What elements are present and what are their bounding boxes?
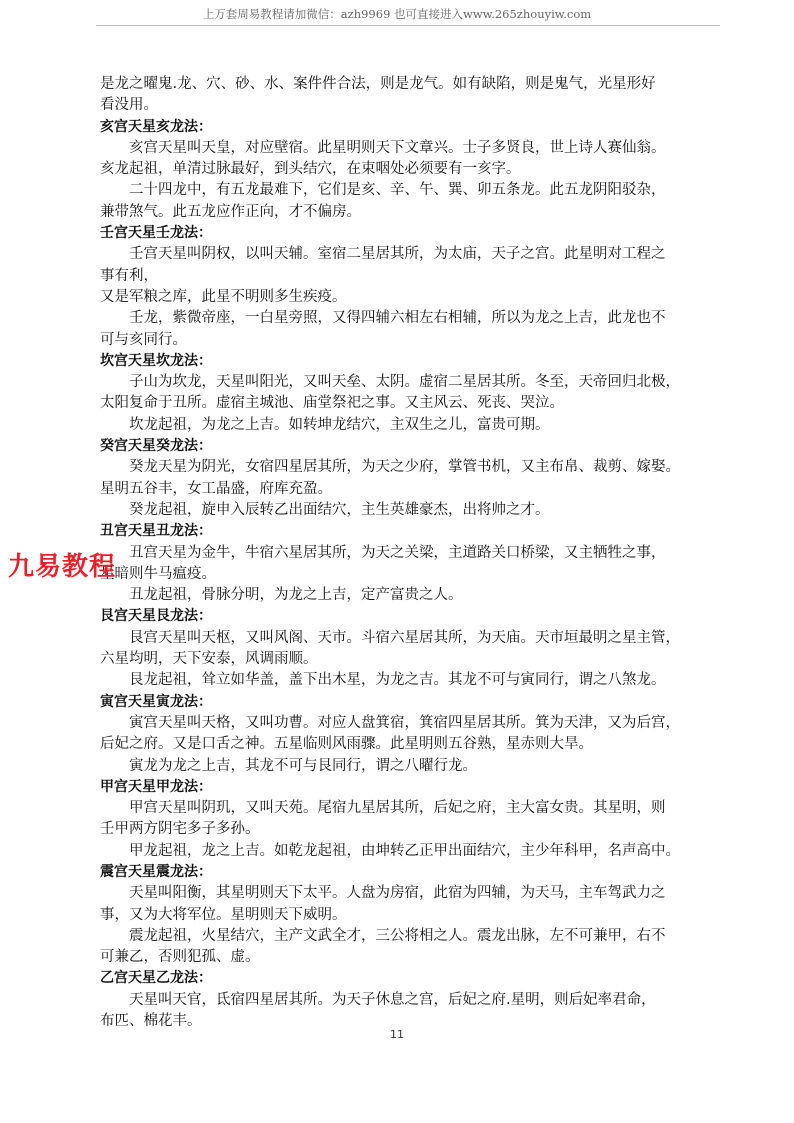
paragraph <box>100 500 720 521</box>
text-line: 兼带煞气。此五龙应作正向，才不偏房。 <box>100 203 361 220</box>
text-line: 可兼乙，否则犯孤、虚。 <box>100 949 260 966</box>
paragraph <box>100 798 720 841</box>
paragraph <box>100 670 720 691</box>
paragraph <box>100 415 720 436</box>
text-line: 壬龙，紫微帝座，一白星旁照，又得四辅六相左右相辅，所以为龙之上吉，此龙也不 <box>129 310 666 327</box>
text-line: 艮宫天星叫天枢，又叫风阁、天市。斗宿六星居其所，为天庙。天市垣最明之星主管， <box>129 629 680 646</box>
text-line: 寅龙为龙之上吉，其龙不可与艮同行，谓之八曜行龙。 <box>129 757 477 774</box>
page-number: 11 <box>390 1028 404 1041</box>
paragraph <box>100 990 720 1033</box>
text-line: 又是军粮之库，此星不明则多生疾疫。 <box>100 288 347 305</box>
text-line: 壬甲两方阴宅多子多孙。 <box>100 821 260 838</box>
text-line: 太阳复命于丑所。虚宿主城池、庙堂祭祀之事。又主风云、死丧、哭泣。 <box>100 395 564 412</box>
text-line: 可与亥同行。 <box>100 331 187 348</box>
paragraph <box>100 372 720 415</box>
header-divider <box>96 25 720 26</box>
document-body <box>100 74 720 1032</box>
section <box>100 521 720 606</box>
paragraph <box>100 841 720 862</box>
intro-paragraph <box>100 74 720 117</box>
text-line: 亥龙起祖，单清过脉最好，到头结穴，在束咽处必须要有一亥字。 <box>100 161 521 178</box>
text-line: 布匹、棉花丰。 <box>100 1013 202 1030</box>
paragraph <box>100 244 720 287</box>
text-line: 壬宫天星叫阴权，以叫天辅。室宿二星居其所，为太庙，天子之宫。此星明对工程之 <box>129 246 666 263</box>
paragraph <box>100 543 720 586</box>
section-title: 丑宫天星丑龙法： <box>100 523 212 540</box>
section-title: 壬宫天星壬龙法： <box>100 225 212 242</box>
paragraph <box>100 585 720 606</box>
text-line: 甲宫天星叫阴玑，又叫天苑。尾宿九星居其所，后妃之府，主大富女贵。其星明，则 <box>129 800 666 817</box>
text-line: 丑宫天星为金牛，牛宿六星居其所，为天之关梁，主道路关口桥梁，又主牺牲之事， <box>129 544 666 561</box>
paragraph <box>100 180 720 223</box>
text-line: 坎龙起祖，为龙之上吉。如转坤龙结穴，主双生之儿，富贵可期。 <box>129 416 550 433</box>
section-title: 寅宫天星寅龙法： <box>100 693 212 710</box>
paragraph <box>100 628 720 671</box>
text-line: 天星叫天官，氐宿四星居其所。为天子休息之宫，后妃之府.星明，则后妃率君命， <box>129 991 656 1008</box>
section-title: 震宫天星震龙法： <box>100 863 212 880</box>
text-line: 亥宫天星叫天皇，对应壁宿。此星明则天下文章兴。士子多贤良，世上诗人赛仙翁。 <box>129 139 666 156</box>
text-line: 星明五谷丰，女工晶盛，府库充盈。 <box>100 480 332 497</box>
paragraph <box>100 287 720 308</box>
section <box>100 223 720 351</box>
section-title: 亥宫天星亥龙法： <box>100 118 212 135</box>
text-line: 癸龙起祖，旋申入辰转乙出面结穴，主生英雄豪杰，出将帅之才。 <box>129 501 550 518</box>
paragraph <box>100 926 720 969</box>
text-line: 子山为坎龙，天星叫阳光，又叫天垒、太阴。虚宿二星居其所。冬至，天帝回归北极， <box>129 374 680 391</box>
text-line: 癸龙天星为阴光，女宿四星居其所，为天之少府，掌管书机，又主布帛、裁剪、嫁娶。 <box>129 459 680 476</box>
section <box>100 606 720 691</box>
paragraph <box>100 713 720 756</box>
paragraph <box>100 138 720 181</box>
text-line: 寅宫天星叫天格，又叫功曹。对应人盘箕宿，箕宿四星居其所。箕为天津，又为后宫， <box>129 714 680 731</box>
sections-container <box>100 117 720 1033</box>
text-line: 事有利， <box>100 267 158 284</box>
text-line: 是龙之曜鬼.龙、穴、砂、水、案件件合法，则是龙气。如有缺陷，则是鬼气，光星形好 <box>100 76 656 92</box>
section <box>100 351 720 436</box>
section <box>100 692 720 777</box>
text-line: 后妃之府。又是口舌之神。五星临则风雨骤。此星明则五谷熟，星赤则大旱。 <box>100 736 593 753</box>
paragraph <box>100 883 720 926</box>
section <box>100 117 720 223</box>
text-line: 事，又为大将军位。星明则天下威明。 <box>100 906 347 923</box>
text-line: 丑龙起祖，骨脉分明，为龙之上吉，定产富贵之人。 <box>129 587 463 604</box>
text-line: 二十四龙中，有五龙最难下，它们是亥、辛、午、巽、卯五条龙。此五龙阴阳驳杂， <box>129 182 666 199</box>
text-line: 震龙起祖，火星结穴，主产文武全才，三公将相之人。震龙出脉，左不可兼甲，右不 <box>129 927 666 944</box>
section <box>100 436 720 521</box>
section-title: 艮宫天星艮龙法： <box>100 608 212 625</box>
section-title: 癸宫天星癸龙法： <box>100 438 212 455</box>
section <box>100 777 720 862</box>
page-header: 上万套周易教程请加微信：azh9969 也可直接进入www.265zhouyiw.com <box>202 7 592 21</box>
section <box>100 968 720 1032</box>
text-line: 看没用。 <box>100 97 158 114</box>
text-line: 甲龙起祖，龙之上吉。如乾龙起祖，由坤转乙正甲出面结穴，主少年科甲，名声高中。 <box>129 842 680 859</box>
section-title: 甲宫天星甲龙法： <box>100 778 212 795</box>
paragraph <box>100 308 720 351</box>
text-line: 天星叫阳衡，其星明则天下太平。人盘为房宿，此宿为四辅，为天马，主车驾武力之 <box>129 885 666 902</box>
section <box>100 862 720 968</box>
watermark-logo: 九易教程 <box>8 552 117 582</box>
section-title: 乙宫天星乙龙法： <box>100 970 212 987</box>
text-line: 艮龙起祖，耸立如华盖，盖下出木星，为龙之吉。其龙不可与寅同行，谓之八煞龙。 <box>129 672 666 689</box>
text-line: 六星均明，天下安泰，风调雨顺。 <box>100 651 318 668</box>
section-title: 坎宫天星坎龙法： <box>100 352 212 369</box>
text-line: 星暗则牛马瘟疫。 <box>100 565 216 582</box>
paragraph <box>100 457 720 500</box>
paragraph <box>100 756 720 777</box>
